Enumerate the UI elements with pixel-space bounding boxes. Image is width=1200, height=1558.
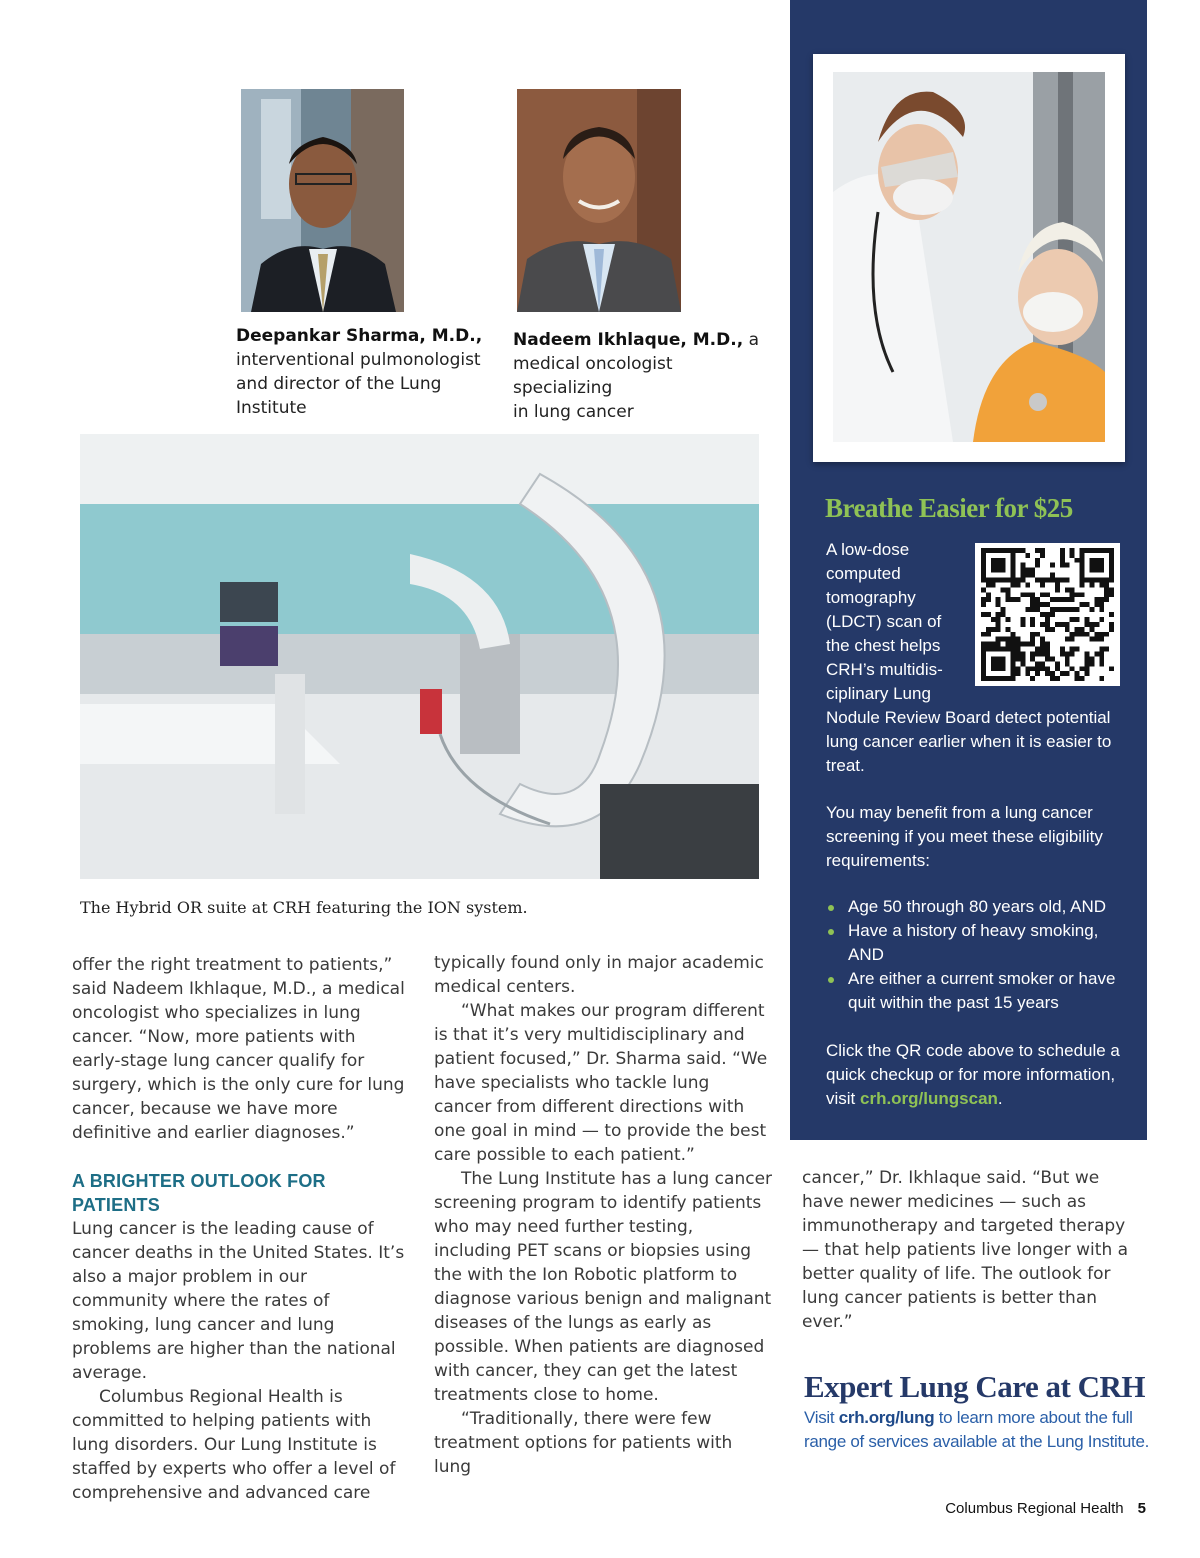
bullet-icon	[828, 977, 834, 983]
eligibility-item	[826, 967, 1126, 1015]
col1-paragraph-3: Columbus Regional Health is committed to helping patients with lung disorders. Our Lung Institute is staffed by experts who offer a level of comprehensive and advanced care	[72, 1387, 396, 1503]
eligibility-item-text: Have a history of heavy smoking, AND	[848, 921, 1099, 964]
caption-ikhlaque-line2: in lung cancer	[513, 402, 634, 422]
sidebar-title: Breathe Easier for $25	[825, 493, 1073, 523]
portrait-sharma	[241, 89, 404, 312]
sidebar-cta-text: Click the QR code above to schedule a quick checkup or for more information, visit	[826, 1041, 1120, 1108]
col2-paragraph-4: “Traditionally, there were few treatment options for patients with lung	[434, 1409, 733, 1477]
qr-code[interactable]	[975, 543, 1120, 686]
caption-ikhlaque	[513, 328, 773, 424]
sidebar-intro-top: A low-dose computed tomography (LDCT) scan of the chest helps CRH’s multidis-ciplinary Lung	[826, 540, 943, 703]
column-2	[434, 951, 772, 1479]
caption-sharma-line1: interventional pulmonologist	[236, 350, 481, 370]
bullet-icon	[828, 929, 834, 935]
caption-ikhlaque-line1: medical oncologist specializing	[513, 354, 673, 398]
caption-ikhlaque-name: Nadeem Ikhlaque, M.D.,	[513, 330, 744, 350]
bullet-icon	[828, 905, 834, 911]
sidebar-eligibility: You may benefit from a lung cancer screening if you meet these eligibility requirements:	[826, 803, 1103, 870]
column-1	[72, 953, 407, 1505]
eligibility-item-text: Age 50 through 80 years old, AND	[848, 897, 1106, 916]
eligibility-item	[826, 919, 1126, 967]
col1-paragraph-1: offer the right treatment to patients,” said Nadeem Ikhlaque, M.D., a medical oncologist who specializes in lung cancer. “Now, more patients with early-stage lung cancer qualify for surgery, which is the only cure for lung cancer, because we have more definitive and earlier diagnoses.”	[72, 955, 405, 1143]
col2-paragraph-3: The Lung Institute has a lung cancer screening program to identify patients who may need further testing, including PET scans or biopsies using the with the Ion Robotic platform to diagnose various benign and malignant diseases of the lungs as early as possible. When patients are diagnosed with cancer, they can get the latest treatments close to home.	[434, 1169, 773, 1405]
photo-caption: The Hybrid OR suite at CRH featuring the ION system.	[80, 898, 528, 917]
portrait-ikhlaque	[517, 89, 681, 312]
sidebar-cta-end: .	[997, 1089, 1003, 1108]
col1-paragraph-2: Lung cancer is the leading cause of cancer deaths in the United States. It’s also a major problem in our community where the rates of smoking, lung cancer and lung problems are higher than the national average.	[72, 1219, 405, 1383]
subhead-brighter-outlook: A BRIGHTER OUTLOOK FOR PATIENTS	[72, 1171, 326, 1215]
hybrid-or-photo	[80, 434, 759, 879]
lung-link[interactable]: crh.org/lung	[838, 1408, 935, 1427]
col2-paragraph-1: typically found only in major academic medical centers.	[434, 953, 764, 997]
lungscan-link[interactable]: crh.org/lungscan	[860, 1089, 998, 1108]
sidebar-intro-bottom: Nodule Review Board detect potential lung cancer earlier when it is easier to treat.	[826, 708, 1112, 775]
column-3	[802, 1166, 1137, 1334]
caption-sharma	[236, 324, 506, 420]
expert-text	[804, 1406, 1154, 1454]
eligibility-item	[826, 895, 1126, 919]
sidebar-cta	[826, 1039, 1126, 1111]
col3-paragraph-1: cancer,” Dr. Ikhlaque said. “But we have newer medicines — such as immunotherapy and targeted therapy — that help patients live longer with a better quality of life. The outlook for lung cancer patients is better than ever.”	[802, 1168, 1129, 1332]
page-footer	[945, 1500, 1146, 1517]
eligibility-item-text: Are either a current smoker or have quit within the past 15 years	[848, 969, 1116, 1012]
publication-name: Columbus Regional Health	[945, 1500, 1124, 1517]
eligibility-list	[826, 895, 1126, 1015]
caption-ikhlaque-suffix: a	[743, 330, 760, 350]
expert-title: Expert Lung Care at CRH	[804, 1369, 1145, 1404]
caption-sharma-line2: and director of the Lung Institute	[236, 374, 442, 418]
caption-sharma-name: Deepankar Sharma, M.D.,	[236, 326, 483, 346]
col2-paragraph-2: “What makes our program different is that it’s very multidisciplinary and patient focused,” Dr. Sharma said. “We have specialists who tackle lung cancer from different directions with one goal in mind — to provide the best care possible to each patient.”	[434, 1001, 768, 1165]
expert-text-post: to learn more about the full range of services available at the Lung Institute.	[804, 1408, 1150, 1451]
doctor-patient-photo	[833, 72, 1105, 442]
page-number: 5	[1137, 1500, 1146, 1517]
expert-text-pre: Visit	[804, 1408, 839, 1427]
